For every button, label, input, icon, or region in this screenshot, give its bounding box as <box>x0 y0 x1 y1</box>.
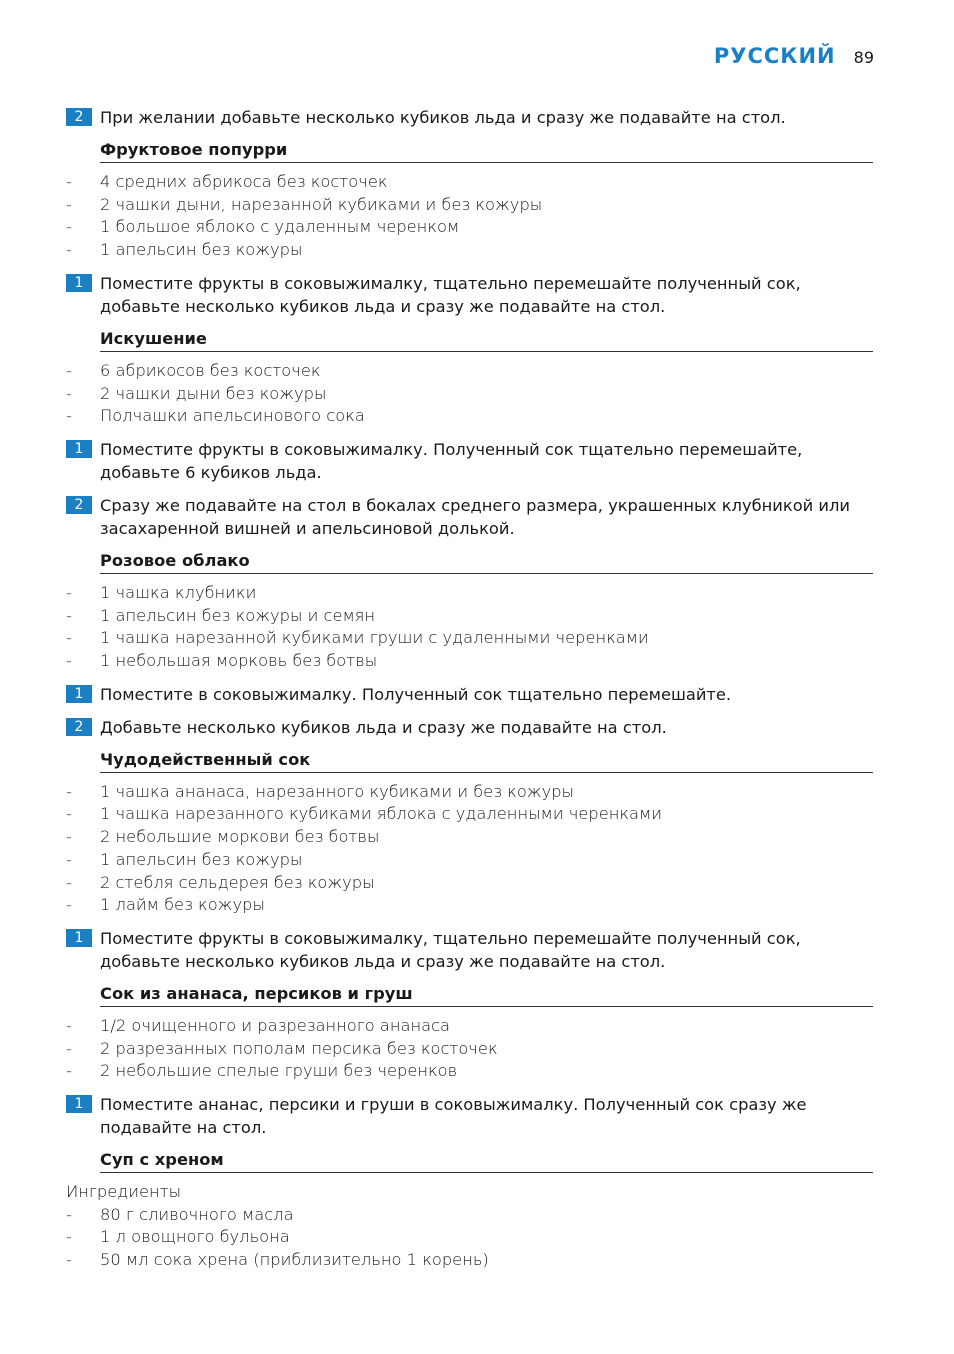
list-dash: - <box>66 582 72 602</box>
ingredient-item <box>66 803 873 826</box>
list-dash: - <box>66 383 72 403</box>
list-dash: - <box>66 360 72 380</box>
ingredient-item <box>66 781 873 804</box>
list-dash: - <box>66 1204 72 1224</box>
ingredient-text: 2 небольшие моркови без ботвы <box>100 827 380 847</box>
ingredient-item <box>66 605 873 628</box>
list-dash: - <box>66 1015 72 1035</box>
ingredient-item <box>66 194 873 217</box>
list-dash: - <box>66 1061 72 1081</box>
recipe-title: Чудодейственный сок <box>100 749 873 773</box>
recipe-title: Суп с хреном <box>100 1149 873 1173</box>
list-dash: - <box>66 217 72 237</box>
ingredient-item <box>66 872 873 895</box>
recipe-title: Розовое облако <box>100 550 873 574</box>
instruction-step <box>66 716 873 739</box>
list-dash: - <box>66 406 72 426</box>
step-number-badge: 2 <box>66 108 92 126</box>
step-number-badge: 1 <box>66 1095 92 1113</box>
list-dash: - <box>66 172 72 191</box>
list-dash: - <box>66 804 72 824</box>
ingredient-item <box>66 1249 873 1272</box>
list-dash: - <box>66 895 72 915</box>
step-number-badge: 2 <box>66 496 92 514</box>
step-text: Поместите в соковыжималку. Полученный сок тщательно перемешайте. <box>100 684 732 704</box>
ingredient-list <box>66 582 873 673</box>
page-header <box>714 44 874 68</box>
ingredient-item <box>66 627 873 650</box>
list-dash: - <box>66 827 72 847</box>
ingredient-item <box>66 360 873 383</box>
ingredient-item <box>66 826 873 849</box>
ingredient-list <box>66 1015 873 1083</box>
ingredient-item <box>66 1226 873 1249</box>
list-dash: - <box>66 194 72 214</box>
ingredient-text: 1 чашка нарезанной кубиками груши с удаленными черенками <box>100 628 649 648</box>
instruction-step <box>66 1093 873 1139</box>
ingredient-text: 1 апельсин без кожуры <box>100 849 303 869</box>
list-dash: - <box>66 1227 72 1247</box>
instruction-step <box>66 683 873 706</box>
step-text: Поместите фрукты в соковыжималку, тщательно перемешайте полученный сок, добавьте несколько кубиков льда и сразу же подавайте на стол. <box>100 273 801 316</box>
ingredient-item <box>66 1204 873 1227</box>
ingredient-text: 1 большое яблоко с удаленным черенком <box>100 217 460 237</box>
step-number-badge: 1 <box>66 274 92 292</box>
list-dash: - <box>66 1250 72 1270</box>
list-dash: - <box>66 1038 72 1058</box>
instruction-step <box>66 272 873 318</box>
ingredient-text: 2 разрезанных пополам персика без косточек <box>100 1038 498 1058</box>
ingredient-item <box>66 239 873 262</box>
instruction-step <box>66 927 873 973</box>
ingredient-text: 80 г сливочного масла <box>100 1204 294 1224</box>
language-label: РУССКИЙ <box>713 44 836 68</box>
ingredient-list <box>66 1204 873 1272</box>
step-text: Поместите фрукты в соковыжималку. Полученный сок тщательно перемешайте, добавьте 6 кубиков льда. <box>100 439 803 482</box>
ingredient-text: 1 лайм без кожуры <box>100 895 265 915</box>
list-dash: - <box>66 849 72 869</box>
step-number-badge: 1 <box>66 440 92 458</box>
ingredient-item <box>66 1038 873 1061</box>
ingredient-item <box>66 405 873 428</box>
ingredient-item <box>66 894 873 917</box>
step-text: При желании добавьте несколько кубиков льда и сразу же подавайте на стол. <box>100 108 786 127</box>
step-text: Поместите ананас, персики и груши в соковыжималку. Полученный сок сразу же подавайте на стол. <box>100 1095 807 1138</box>
ingredient-item <box>66 1060 873 1083</box>
ingredient-item <box>66 171 873 194</box>
ingredient-text: 1 чашка ананаса, нарезанного кубиками и без кожуры <box>100 781 575 801</box>
instruction-step <box>66 106 873 129</box>
list-dash: - <box>66 781 72 801</box>
ingredient-text: 50 мл сока хрена (приблизительно 1 корень) <box>100 1250 489 1270</box>
recipe-content <box>66 106 873 1282</box>
ingredient-text: 2 небольшие спелые груши без черенков <box>100 1061 458 1081</box>
ingredient-text: 1 чашка клубники <box>100 582 257 602</box>
list-dash: - <box>66 240 72 260</box>
ingredient-text: 1 л овощного бульона <box>100 1227 290 1247</box>
ingredients-heading: Ингредиенты <box>66 1182 182 1202</box>
instruction-step <box>66 438 873 484</box>
step-text: Поместите фрукты в соковыжималку, тщательно перемешайте полученный сок, добавьте несколько кубиков льда и сразу же подавайте на стол. <box>100 928 801 971</box>
recipe-title: Искушение <box>100 328 873 352</box>
step-number-badge: 1 <box>66 929 92 947</box>
ingredient-list <box>66 171 873 262</box>
ingredient-item <box>66 582 873 605</box>
ingredient-list <box>66 360 873 428</box>
step-number-badge: 1 <box>66 685 92 703</box>
recipe-title: Фруктовое попурри <box>100 139 873 163</box>
ingredient-text: Полчашки апельсинового сока <box>100 406 365 426</box>
list-dash: - <box>66 605 72 625</box>
ingredient-text: 1/2 очищенного и разрезанного ананаса <box>100 1015 451 1035</box>
ingredient-text: 2 стебля сельдерея без кожуры <box>100 872 375 892</box>
recipe-title: Сок из ананаса, персиков и груш <box>100 983 873 1007</box>
list-dash: - <box>66 651 72 671</box>
ingredient-text: 2 чашки дыни, нарезанной кубиками и без кожуры <box>100 194 543 214</box>
ingredient-item <box>66 1015 873 1038</box>
ingredient-text: 4 средних абрикоса без косточек <box>100 172 388 191</box>
ingredient-item <box>66 849 873 872</box>
step-number-badge: 2 <box>66 718 92 736</box>
list-dash: - <box>66 872 72 892</box>
ingredient-text: 1 апельсин без кожуры и семян <box>100 605 376 625</box>
step-text: Добавьте несколько кубиков льда и сразу же подавайте на стол. <box>100 717 667 737</box>
ingredient-list <box>66 781 873 917</box>
step-text: Сразу же подавайте на стол в бокалах среднего размера, украшенных клубникой или засахаренной вишней и апельсиновой долькой. <box>100 495 850 538</box>
ingredient-text: 1 небольшая морковь без ботвы <box>100 651 378 671</box>
ingredient-item <box>66 650 873 673</box>
ingredient-text: 1 чашка нарезанного кубиками яблока с удаленными черенками <box>100 804 663 824</box>
list-dash: - <box>66 628 72 648</box>
ingredient-text: 1 апельсин без кожуры <box>100 240 303 260</box>
ingredient-text: 6 абрикосов без косточек <box>100 360 321 380</box>
page-number: 89 <box>853 48 874 67</box>
ingredient-item <box>66 383 873 406</box>
instruction-step <box>66 494 873 540</box>
ingredient-text: 2 чашки дыни без кожуры <box>100 383 327 403</box>
ingredient-item <box>66 216 873 239</box>
